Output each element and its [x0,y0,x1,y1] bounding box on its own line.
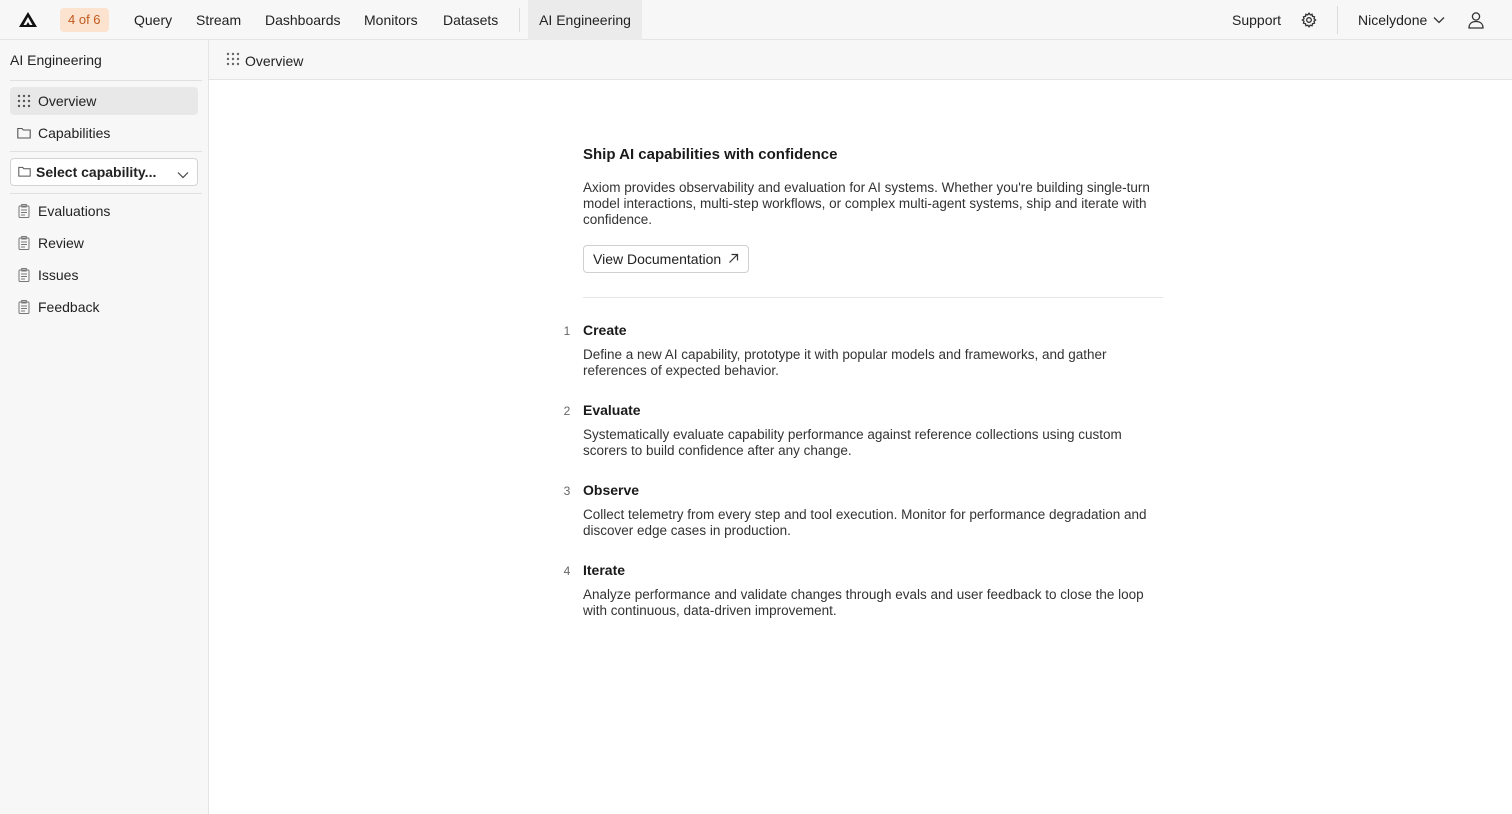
step-number: 2 [563,404,571,418]
sidebar-divider [10,193,202,194]
top-navigation-bar [0,0,1512,40]
step-number: 4 [563,564,571,578]
nav-right-divider [1337,6,1338,34]
view-documentation-label: View Documentation [593,251,722,267]
step-description: Define a new AI capability, prototype it with popular models and frameworks, and gather references of expected behavior. [583,347,1107,378]
user-icon[interactable] [1466,10,1486,30]
sidebar-item-issues[interactable] [10,261,198,289]
page-title: Ship AI capabilities with confidence [583,146,838,163]
capability-select-label: Select capability... [36,164,157,180]
nav-divider [519,8,520,32]
sidebar-item-label: Feedback [38,299,100,315]
step-title: Iterate [583,562,626,578]
nav-datasets[interactable]: Datasets [443,12,499,28]
step-title: Evaluate [583,402,641,418]
breadcrumb-label: Overview [245,52,304,69]
step-observe [563,482,1163,539]
nav-ai-engineering[interactable]: AI Engineering [528,0,642,40]
breadcrumb [209,40,1512,80]
clipboard-icon [17,204,31,218]
clipboard-icon [17,268,31,282]
step-evaluate [563,402,1163,459]
nav-monitors[interactable]: Monitors [364,12,418,28]
support-link[interactable]: Support [1232,12,1282,28]
sidebar-item-feedback[interactable] [10,293,198,321]
step-description: Analyze performance and validate changes through evals and user feedback to close the loop with continuous, data-driven improvement. [583,587,1144,618]
sidebar [0,40,209,814]
grid-icon [17,94,31,108]
clipboard-icon [17,236,31,250]
step-iterate [563,562,1163,619]
capability-select[interactable] [10,158,198,186]
chevron-down-icon[interactable] [1432,14,1446,26]
external-link-icon [728,251,739,267]
sidebar-item-label: Capabilities [38,125,111,141]
page-counter-badge: 4 of 6 [60,8,109,32]
sidebar-item-label: Review [38,235,84,251]
nav-dashboards[interactable]: Dashboards [265,12,341,28]
content-divider [583,297,1163,298]
sidebar-item-overview[interactable] [10,87,198,115]
sidebar-title: AI Engineering [10,52,102,68]
clipboard-icon [17,300,31,314]
org-switcher[interactable] [1358,0,1427,40]
sidebar-item-review[interactable] [10,229,198,257]
nav-stream[interactable]: Stream [196,12,242,28]
org-name: Nicelydone [1358,12,1428,28]
breadcrumb-item-overview[interactable] [226,52,303,69]
sidebar-item-label: Overview [38,93,97,109]
sidebar-item-capabilities[interactable] [10,119,198,147]
folder-icon [17,126,31,140]
grid-icon [226,52,240,69]
sidebar-divider [10,151,202,152]
page-description: Axiom provides observability and evaluation for AI systems. Whether you're building single-turn model interactions, multi-step workflows, or complex multi-agent systems, ship and iterate with confidence. [583,180,1150,227]
step-create [563,322,1163,379]
step-number: 3 [563,484,571,498]
sidebar-divider [10,80,202,81]
sidebar-item-label: Issues [38,267,79,283]
step-description: Collect telemetry from every step and tool execution. Monitor for performance degradation and discover edge cases in production. [583,507,1147,538]
gear-icon[interactable] [1300,11,1318,29]
step-number: 1 [563,324,571,338]
sidebar-item-label: Evaluations [38,203,111,219]
sidebar-item-evaluations[interactable] [10,197,198,225]
axiom-logo-icon[interactable] [18,11,38,29]
step-description: Systematically evaluate capability performance against reference collections using custom scorers to build confidence after any change. [583,427,1122,458]
view-documentation-button[interactable] [583,245,749,273]
step-title: Create [583,322,627,338]
nav-query[interactable]: Query [134,12,173,28]
folder-icon [18,164,31,180]
step-title: Observe [583,482,640,498]
chevron-down-icon [177,166,189,182]
